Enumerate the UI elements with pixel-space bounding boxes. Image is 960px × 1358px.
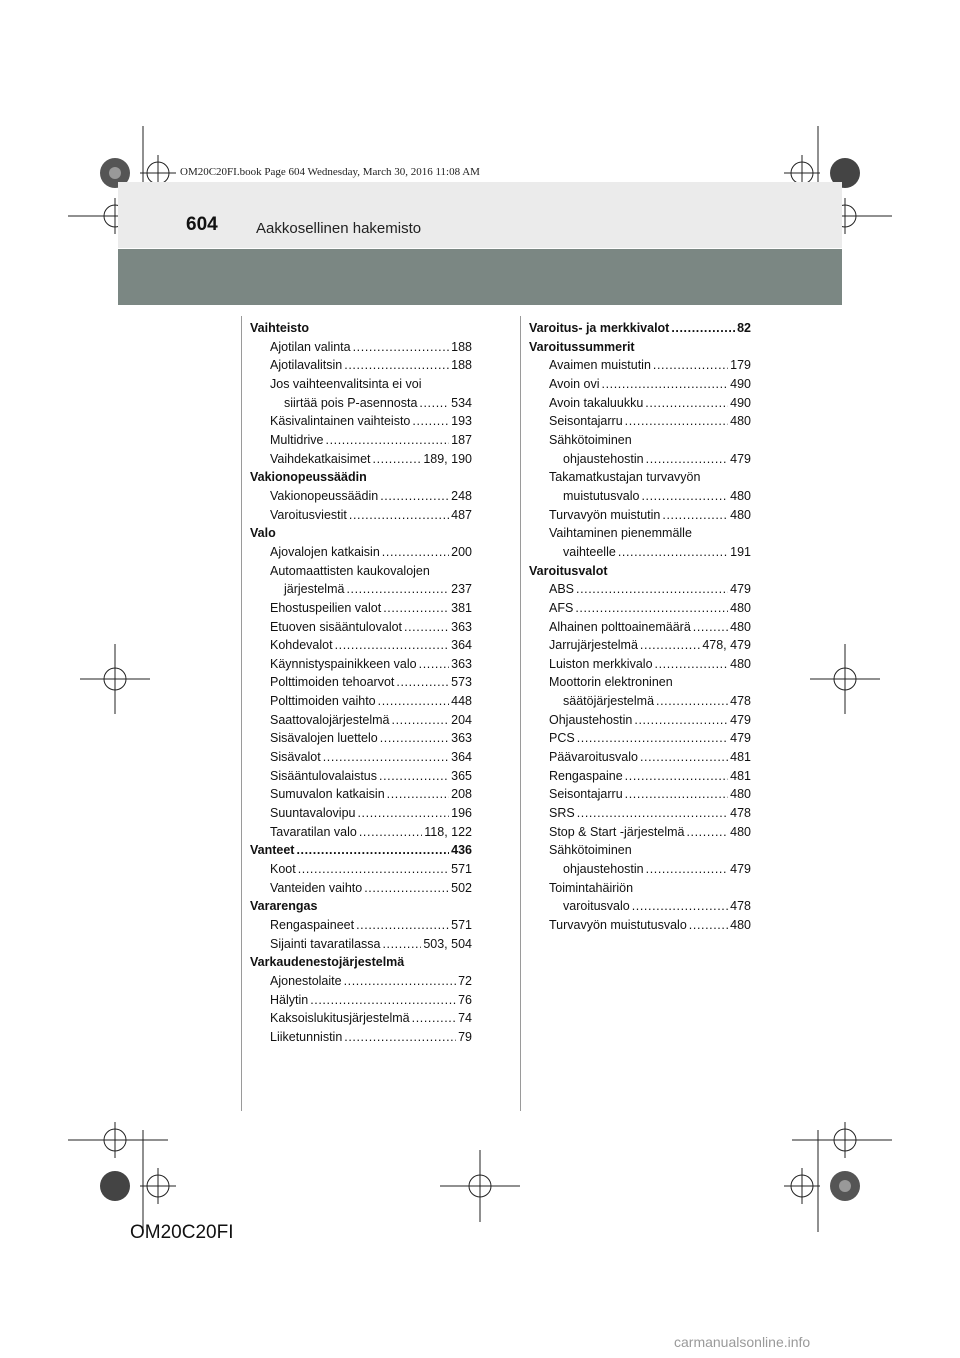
entry-page: 196 <box>451 806 472 821</box>
index-entry <box>250 543 472 562</box>
entry-term: Ajotilavalitsin <box>270 358 343 373</box>
entry-term: Hälytin <box>270 992 309 1007</box>
entry-term: Sisääntulovalaistus <box>270 768 378 783</box>
entry-page: 479 <box>730 451 751 466</box>
dot-leader <box>353 338 450 357</box>
index-entry <box>250 860 472 879</box>
entry-page: 573 <box>451 675 472 690</box>
index-entry <box>529 767 751 786</box>
entry-term: vaihteelle <box>563 544 616 559</box>
entry-page: 480 <box>730 507 751 522</box>
entry-page: 480 <box>730 414 751 429</box>
index-entry <box>250 879 472 898</box>
index-entry <box>529 394 751 413</box>
entry-page: 479 <box>730 862 751 877</box>
index-heading: Vaihteisto <box>250 321 310 335</box>
entry-page: 118, 122 <box>424 824 472 839</box>
entry-page: 191 <box>730 544 751 559</box>
index-entry <box>529 823 751 842</box>
dot-leader <box>344 1028 456 1047</box>
entry-term: Varoitus- ja merkkivalot <box>529 321 670 335</box>
index-entry <box>529 356 751 375</box>
index-heading: Varkaudenestojärjestelmä <box>250 955 405 970</box>
dot-leader <box>577 804 728 823</box>
entry-page: 480 <box>730 619 751 634</box>
entry-term: Avoin takaluukku <box>549 395 644 410</box>
index-entry <box>529 580 751 599</box>
dot-leader <box>344 972 457 991</box>
index-entry <box>250 599 472 618</box>
entry-page: 478 <box>730 694 751 709</box>
dot-leader <box>634 711 728 730</box>
dot-leader <box>576 580 728 599</box>
entry-term: Rengaspaine <box>549 768 623 783</box>
entry-term: Ajovalojen katkaisin <box>270 544 380 559</box>
entry-page: 381 <box>451 600 472 615</box>
dot-leader <box>387 785 449 804</box>
dot-leader <box>378 692 450 711</box>
entry-page: 187 <box>451 432 472 447</box>
entry-page: 189, 190 <box>423 451 472 466</box>
index-entry <box>250 692 472 711</box>
entry-term: Sisävalot <box>270 750 321 765</box>
index-entry <box>529 636 751 655</box>
entry-term: Suuntavalovipu <box>270 806 356 821</box>
watermark: carmanualsonline.info <box>674 1334 811 1350</box>
dot-leader <box>602 375 729 394</box>
index-heading: Varoitusvalot <box>529 563 608 578</box>
dot-leader <box>373 450 422 469</box>
entry-page: 365 <box>451 768 472 783</box>
entry-term: Koot <box>270 862 296 877</box>
index-heading-entry <box>529 319 751 338</box>
dot-leader <box>686 823 728 842</box>
index-entry <box>529 450 751 469</box>
entry-page: 481 <box>730 768 751 783</box>
entry-page: 364 <box>451 638 472 653</box>
index-entry <box>529 897 751 916</box>
entry-page: 478 <box>730 806 751 821</box>
index-entry <box>529 506 751 525</box>
index-subentry-line: Sähkötoiminen <box>549 843 632 858</box>
print-slug: OM20C20FI.book Page 604 Wednesday, March 30, 2016 11:08 AM <box>180 166 480 178</box>
entry-page: 74 <box>458 1011 472 1026</box>
column-rule-right <box>520 316 521 1111</box>
dot-leader <box>335 636 450 655</box>
entry-term: Seisontajarru <box>549 787 623 802</box>
entry-page: 193 <box>451 414 472 429</box>
entry-term: Käynnistyspainikkeen valo <box>270 656 417 671</box>
dot-leader <box>380 729 449 748</box>
dot-leader <box>662 506 728 525</box>
index-entry <box>250 748 472 767</box>
dot-leader <box>356 916 449 935</box>
index-entry <box>529 487 751 506</box>
index-entry <box>250 767 472 786</box>
entry-term: AFS <box>549 600 574 615</box>
entry-page: 363 <box>451 731 472 746</box>
dot-leader <box>577 729 728 748</box>
entry-page: 248 <box>451 488 472 503</box>
dot-leader <box>310 991 456 1010</box>
dot-leader <box>296 841 449 860</box>
entry-term: Multidrive <box>270 432 324 447</box>
entry-term: ohjaustehostin <box>563 451 644 466</box>
entry-term: säätöjärjestelmä <box>563 694 655 709</box>
entry-page: 480 <box>730 787 751 802</box>
entry-page: 79 <box>458 1029 472 1044</box>
index-entry <box>529 375 751 394</box>
index-heading: Varoitussummerit <box>529 339 635 354</box>
dot-leader <box>326 431 450 450</box>
entry-page: 534 <box>451 395 472 410</box>
entry-term: Rengaspaineet <box>270 918 355 932</box>
index-entry <box>250 673 472 692</box>
dot-leader <box>396 673 449 692</box>
entry-page: 188 <box>451 339 472 354</box>
column-rule-left <box>241 316 242 1111</box>
index-entry <box>250 580 472 599</box>
index-entry <box>529 599 751 618</box>
index-entry <box>529 916 751 935</box>
dot-leader <box>346 580 449 599</box>
index-entry <box>250 338 472 357</box>
entry-page: 480 <box>730 918 751 932</box>
entry-term: SRS <box>549 806 575 821</box>
entry-page: 479 <box>730 712 751 727</box>
dot-leader <box>344 356 449 375</box>
entry-term: Ehostuspeilien valot <box>270 600 382 615</box>
entry-term: Sijainti tavaratilassa <box>270 936 381 951</box>
index-entry <box>250 935 472 954</box>
dot-leader <box>298 860 449 879</box>
entry-term: Käsivalintainen vaihteisto <box>270 414 411 429</box>
entry-term: Seisontajarru <box>549 414 623 429</box>
entry-page: 478, 479 <box>702 638 751 653</box>
dot-leader <box>656 692 728 711</box>
index-entry <box>250 487 472 506</box>
index-entry <box>250 823 472 842</box>
entry-term: Sisävalojen luettelo <box>270 731 378 746</box>
entry-term: Vanteet <box>250 843 295 858</box>
dot-leader <box>349 506 449 525</box>
entry-page: 179 <box>730 358 751 373</box>
entry-page: 480 <box>730 600 751 615</box>
entry-term: järjestelmä <box>284 582 345 597</box>
dot-leader <box>653 356 728 375</box>
entry-page: 478 <box>730 899 751 914</box>
entry-page: 200 <box>451 544 472 559</box>
dot-leader <box>383 599 449 618</box>
entry-page: 72 <box>458 973 472 988</box>
entry-page: 237 <box>451 582 472 597</box>
dot-leader <box>640 636 700 655</box>
index-entry <box>250 636 472 655</box>
dot-leader <box>646 450 729 469</box>
entry-term: Kaksoislukitusjärjestelmä <box>270 1011 410 1026</box>
entry-page: 480 <box>730 824 751 839</box>
index-entry <box>529 618 751 637</box>
entry-term: Polttimoiden vaihto <box>270 694 376 709</box>
entry-page: 571 <box>451 862 472 877</box>
index-entry <box>529 729 751 748</box>
entry-term: Etuoven sisääntulovalot <box>270 619 403 634</box>
index-entry <box>250 916 472 935</box>
index-entry <box>250 506 472 525</box>
entry-page: 448 <box>451 694 472 709</box>
page-number: 604 <box>186 214 218 235</box>
entry-term: muistutusvalo <box>563 488 640 503</box>
dot-leader <box>625 767 728 786</box>
entry-term: Päävaroitusvalo <box>549 750 638 765</box>
index-entry <box>250 431 472 450</box>
dot-leader <box>382 935 421 954</box>
index-heading-entry <box>250 841 472 860</box>
dot-leader <box>412 412 449 431</box>
index-heading: Vakionopeussäädin <box>250 470 367 485</box>
running-title: Aakkosellinen hakemisto <box>256 220 422 237</box>
entry-term: Turvavyön muistutin <box>549 507 661 522</box>
dot-leader <box>364 879 449 898</box>
entry-page: 480 <box>730 488 751 503</box>
dot-leader <box>419 655 450 674</box>
entry-term: Vaihdekatkaisimet <box>270 451 371 466</box>
entry-term: Stop & Start -järjestelmä <box>549 824 685 839</box>
entry-page: 481 <box>730 750 751 765</box>
dot-leader <box>689 916 728 935</box>
entry-page: 204 <box>451 712 472 727</box>
index-entry <box>250 1028 472 1047</box>
entry-page: 490 <box>730 376 751 391</box>
entry-page: 363 <box>451 656 472 671</box>
model-code: OM20C20FI <box>130 1222 234 1243</box>
index-subentry-line: Takamatkustajan turvavyön <box>549 470 701 485</box>
index-entry <box>529 748 751 767</box>
index-entry <box>529 804 751 823</box>
index-entry <box>529 785 751 804</box>
header-band <box>118 182 842 248</box>
index-heading: Valo <box>250 526 276 541</box>
entry-term: Turvavyön muistutusvalo <box>549 918 687 932</box>
entry-page: 479 <box>730 731 751 746</box>
index-entry <box>250 450 472 469</box>
index-entry <box>529 543 751 562</box>
entry-term: Vakionopeussäädin <box>270 488 379 503</box>
dot-leader <box>655 655 729 674</box>
index-entry <box>250 804 472 823</box>
dot-leader <box>382 543 449 562</box>
entry-term: Luiston merkkivalo <box>549 656 653 671</box>
entry-page: 487 <box>451 507 472 522</box>
index-subentry-line: Sähkötoiminen <box>549 432 632 447</box>
entry-term: Tavaratilan valo <box>270 824 357 839</box>
entry-page: 479 <box>730 582 751 597</box>
entry-term: Ajotilan valinta <box>270 339 351 354</box>
index-subentry-line: Moottorin elektroninen <box>549 675 673 690</box>
entry-page: 436 <box>451 843 472 858</box>
index-entry <box>529 655 751 674</box>
index-entry <box>529 692 751 711</box>
entry-page: 363 <box>451 619 472 634</box>
entry-page: 502 <box>451 880 472 895</box>
index-entry <box>250 991 472 1010</box>
dot-leader <box>641 487 728 506</box>
entry-term: Liiketunnistin <box>270 1029 343 1044</box>
entry-term: PCS <box>549 731 575 746</box>
entry-page: 208 <box>451 787 472 802</box>
index-heading: Vararengas <box>250 899 318 914</box>
entry-term: Varoitusviestit <box>270 507 347 522</box>
entry-term: ABS <box>549 582 575 597</box>
dot-leader <box>625 412 728 431</box>
entry-term: Vanteiden vaihto <box>270 880 363 895</box>
index-entry <box>250 785 472 804</box>
dot-leader <box>618 543 728 562</box>
dot-leader <box>412 1009 456 1028</box>
index-subentry-line: Jos vaihteenvalitsinta ei voi <box>270 376 422 391</box>
entry-page: 571 <box>451 918 472 932</box>
header-dark-band <box>118 249 842 305</box>
dot-leader <box>419 394 449 413</box>
entry-page: 364 <box>451 750 472 765</box>
entry-term: Avaimen muistutin <box>549 358 651 373</box>
dot-leader <box>671 319 735 338</box>
dot-leader <box>640 748 728 767</box>
dot-leader <box>632 897 728 916</box>
dot-leader <box>323 748 449 767</box>
entry-term: Jarrujärjestelmä <box>549 638 638 653</box>
index-subentry-line: Toimintahäiriön <box>549 880 634 895</box>
entry-term: Polttimoiden tehoarvot <box>270 675 395 690</box>
entry-term: Alhainen polttoainemäärä <box>549 619 691 634</box>
index-entry <box>250 972 472 991</box>
dot-leader <box>693 618 728 637</box>
index-subentry-line: Vaihtaminen pienemmälle <box>549 526 692 541</box>
dot-leader <box>645 394 728 413</box>
index-entry <box>250 655 472 674</box>
index-entry <box>529 711 751 730</box>
entry-term: ohjaustehostin <box>563 862 644 877</box>
index-entry <box>250 729 472 748</box>
entry-page: 503, 504 <box>423 936 472 951</box>
entry-term: varoitusvalo <box>563 899 630 914</box>
index-entry <box>250 356 472 375</box>
entry-term: Ajonestolaite <box>270 973 342 988</box>
entry-term: Ohjaustehostin <box>549 712 633 727</box>
entry-page: 76 <box>458 992 472 1007</box>
entry-term: Saattovalojärjestelmä <box>270 712 390 727</box>
index-entry <box>250 412 472 431</box>
entry-page: 188 <box>451 358 472 373</box>
entry-term: Sumuvalon katkaisin <box>270 787 385 802</box>
index-entry <box>250 618 472 637</box>
dot-leader <box>392 711 450 730</box>
dot-leader <box>379 767 449 786</box>
entry-term: Kohdevalot <box>270 638 333 653</box>
dot-leader <box>359 823 422 842</box>
index-entry <box>250 1009 472 1028</box>
dot-leader <box>404 618 449 637</box>
index-entry <box>529 412 751 431</box>
index-entry <box>250 394 472 413</box>
index-column-right <box>529 319 751 935</box>
index-entry <box>250 711 472 730</box>
dot-leader <box>357 804 449 823</box>
entry-term: Avoin ovi <box>549 376 600 391</box>
dot-leader <box>380 487 449 506</box>
index-column-left <box>250 319 472 1047</box>
entry-term: siirtää pois P-asennosta <box>284 395 418 410</box>
dot-leader <box>625 785 728 804</box>
entry-page: 480 <box>730 656 751 671</box>
entry-page: 490 <box>730 395 751 410</box>
index-subentry-line: Automaattisten kaukovalojen <box>270 563 430 578</box>
dot-leader <box>646 860 729 879</box>
dot-leader <box>575 599 728 618</box>
entry-page: 82 <box>737 321 751 335</box>
index-entry <box>529 860 751 879</box>
